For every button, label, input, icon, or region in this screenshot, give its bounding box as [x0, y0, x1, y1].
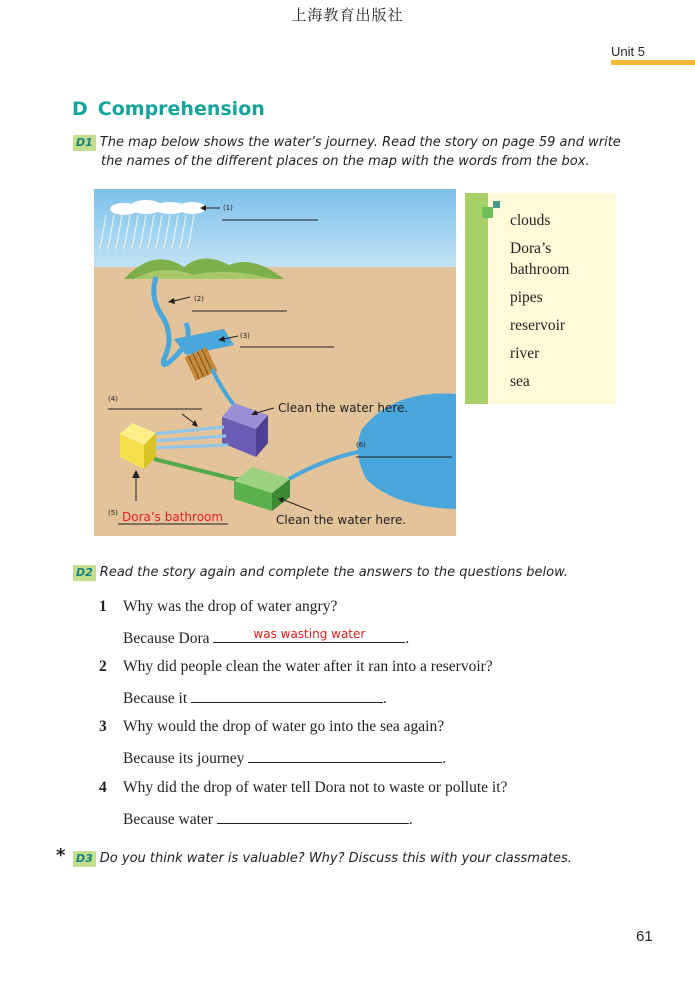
question-number: 1: [99, 598, 107, 615]
map-illustration: [94, 189, 456, 536]
answer-blank[interactable]: [217, 807, 409, 824]
section-title-text: Comprehension: [97, 98, 265, 120]
word-bathroom: bathroom: [510, 261, 570, 278]
page-number: 61: [636, 928, 653, 945]
word-box: [465, 193, 616, 404]
clean-water-label-bottom: Clean the water here.: [276, 513, 407, 527]
word-reservoir: reservoir: [510, 317, 566, 334]
answer-blank[interactable]: [191, 686, 383, 703]
answer-prefix: Because it: [123, 690, 188, 707]
word-box-edge: [465, 193, 488, 404]
answer-line: Because water .: [123, 807, 413, 829]
map-label-1: (1): [223, 204, 233, 212]
answer-blank[interactable]: [213, 626, 405, 643]
optional-star: *: [56, 845, 66, 866]
d2-badge: D2: [73, 565, 96, 581]
answer-5-handwriting: Dora’s bathroom: [122, 510, 224, 524]
d1-badge: D1: [73, 135, 96, 151]
question-number: 3: [99, 718, 107, 735]
d2-instruction-text: Read the story again and complete the answers to the questions below.: [99, 565, 569, 580]
section-title: [72, 98, 265, 120]
question-text: Why was the drop of water angry?: [123, 598, 338, 615]
word-box-square-icon: [482, 207, 493, 218]
word-clouds: clouds: [510, 212, 551, 229]
question-number: 2: [99, 658, 107, 675]
answer-line: Because it .: [123, 686, 387, 708]
answer-line: Because Dora was wasting water .: [123, 627, 410, 647]
d2-instruction: [73, 563, 568, 582]
word-doras: Dora’s: [510, 240, 552, 257]
d3-badge: D3: [73, 851, 96, 867]
unit-tag-bar: [611, 60, 695, 65]
map-label-6: (6): [356, 441, 366, 449]
d1-instruction-line2: the names of the different places on the map with the words from the box.: [101, 154, 590, 169]
answer-prefix: Because Dora: [123, 630, 210, 647]
clean-water-label-top: Clean the water here.: [278, 401, 409, 415]
section-letter: D: [72, 98, 88, 120]
map-label-4: (4): [108, 395, 118, 403]
word-pipes: pipes: [510, 289, 543, 306]
answer-prefix: Because its journey: [123, 750, 245, 767]
word-box-square-icon: [493, 201, 500, 208]
answer-line: Because its journey .: [123, 746, 446, 768]
water-journey-map: [94, 189, 456, 536]
answer-prefix: Because water: [123, 811, 213, 828]
question-number: 4: [99, 779, 107, 796]
answer-handwriting: was wasting water: [253, 627, 366, 641]
map-label-3: (3): [240, 332, 250, 340]
map-label-2: (2): [194, 295, 204, 303]
question-text: Why would the drop of water go into the sea again?: [123, 718, 445, 735]
d3-instruction: [73, 849, 572, 868]
d1-instruction: [73, 133, 621, 152]
unit-tag: Unit 5: [611, 44, 645, 59]
d1-instruction-line1: The map below shows the water’s journey. Read the story on page 59 and write: [99, 135, 621, 150]
word-river: river: [510, 345, 540, 362]
question-text: Why did people clean the water after it ran into a reservoir?: [123, 658, 493, 675]
publisher-header: 上海教育出版社: [291, 6, 404, 24]
answer-blank[interactable]: [248, 746, 442, 763]
question-text: Why did the drop of water tell Dora not to waste or pollute it?: [123, 779, 508, 796]
word-sea: sea: [510, 373, 530, 390]
d3-instruction-text: Do you think water is valuable? Why? Discuss this with your classmates.: [99, 851, 572, 866]
map-label-5: (5): [108, 509, 118, 517]
